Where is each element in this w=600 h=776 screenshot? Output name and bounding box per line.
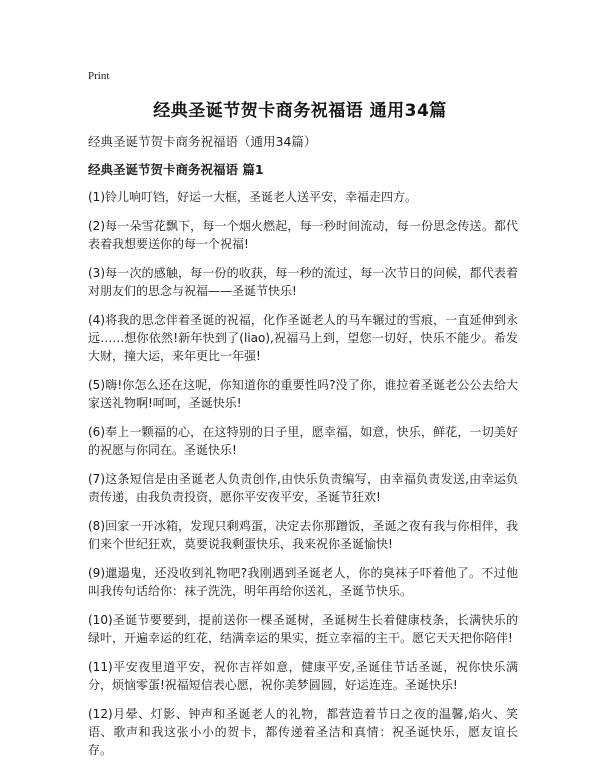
greeting-paragraph: (10)圣诞节要要到，提前送你一棵圣诞树，圣诞树生长着健康枝条，长满快乐的绿叶，开遍幸运的红花，结满幸运的果实，挺立幸福的主干。愿它天天把你陪伴!: [88, 613, 518, 645]
greeting-paragraph: (11)平安夜里道平安，祝你吉祥如意，健康平安,圣诞佳节话圣诞，祝你快乐满分，烦恼零蛋!祝福短信表心愿，祝你美梦圆圆，好运连连。圣诞快乐!: [88, 660, 518, 692]
greeting-paragraph: (6)奉上一颗福的心，在这特别的日子里，愿幸福，如意，快乐，鲜花，一切美好的祝愿与你同在。圣诞快乐!: [88, 425, 518, 457]
greeting-paragraph: (5)嗨!你怎么还在这呢，你知道你的重要性吗?没了你，谁拉着圣诞老公公去给大家送礼物啊!呵呵，圣诞快乐!: [88, 378, 518, 410]
greeting-paragraph: (1)铃儿响叮铛，好运一大框，圣诞老人送平安，幸福走四方。: [88, 190, 418, 204]
greeting-paragraph: (9)邋遢鬼，还没收到礼物吧?我刚遇到圣诞老人，你的臭袜子吓着他了。不过他叫我传句话给你：袜子洗洗，明年再给你送礼，圣诞节快乐。: [88, 566, 518, 598]
article-subtitle: 经典圣诞节贺卡商务祝福语（通用34篇）: [88, 134, 317, 149]
greeting-paragraph: (12)月晕、灯影、钟声和圣诞老人的礼物，都营造着节日之夜的温馨,焰火、笑语、歌声和我这张小小的贺卡，都传递着圣洁和真情：祝圣诞快乐，愿友谊长存。: [88, 707, 518, 757]
greeting-paragraph: (8)回家一开冰箱，发现只剩鸡蛋，决定去你那蹭饭，圣诞之夜有我与你相伴，我们来个世纪狂欢，莫要说我剩蛋快乐，我来祝你圣诞愉快!: [88, 519, 518, 551]
print-link[interactable]: Print: [88, 70, 110, 82]
article-body: [88, 133, 518, 759]
section-heading: 经典圣诞节贺卡商务祝福语 篇1: [88, 162, 264, 177]
greeting-paragraph: (2)每一朵雪花飘下，每一个烟火燃起，每一秒时间流动，每一份思念传送。都代表着我想要送你的每一个祝福!: [88, 219, 518, 251]
greeting-paragraph: (7)这条短信是由圣诞老人负责创作,由快乐负责编写，由幸福负责发送,由幸运负责传递，由我负责投资，愿你平安夜平安，圣诞节狂欢!: [88, 472, 518, 504]
greeting-paragraph: (3)每一次的感触，每一份的收获，每一秒的流过，每一次节日的问候，都代表着对朋友们的思念与祝福——圣诞节快乐!: [88, 266, 518, 298]
page-title: 经典圣诞节贺卡商务祝福语 通用34篇: [153, 101, 447, 121]
greeting-paragraph: (4)将我的思念伴着圣诞的祝福，化作圣诞老人的马车辗过的雪痕，一直延伸到永远……想你依然!新年快到了(liao),祝福马上到，望您一切好，快乐不能少。希发大财，撞大运，来年更比一年强!: [88, 313, 518, 363]
